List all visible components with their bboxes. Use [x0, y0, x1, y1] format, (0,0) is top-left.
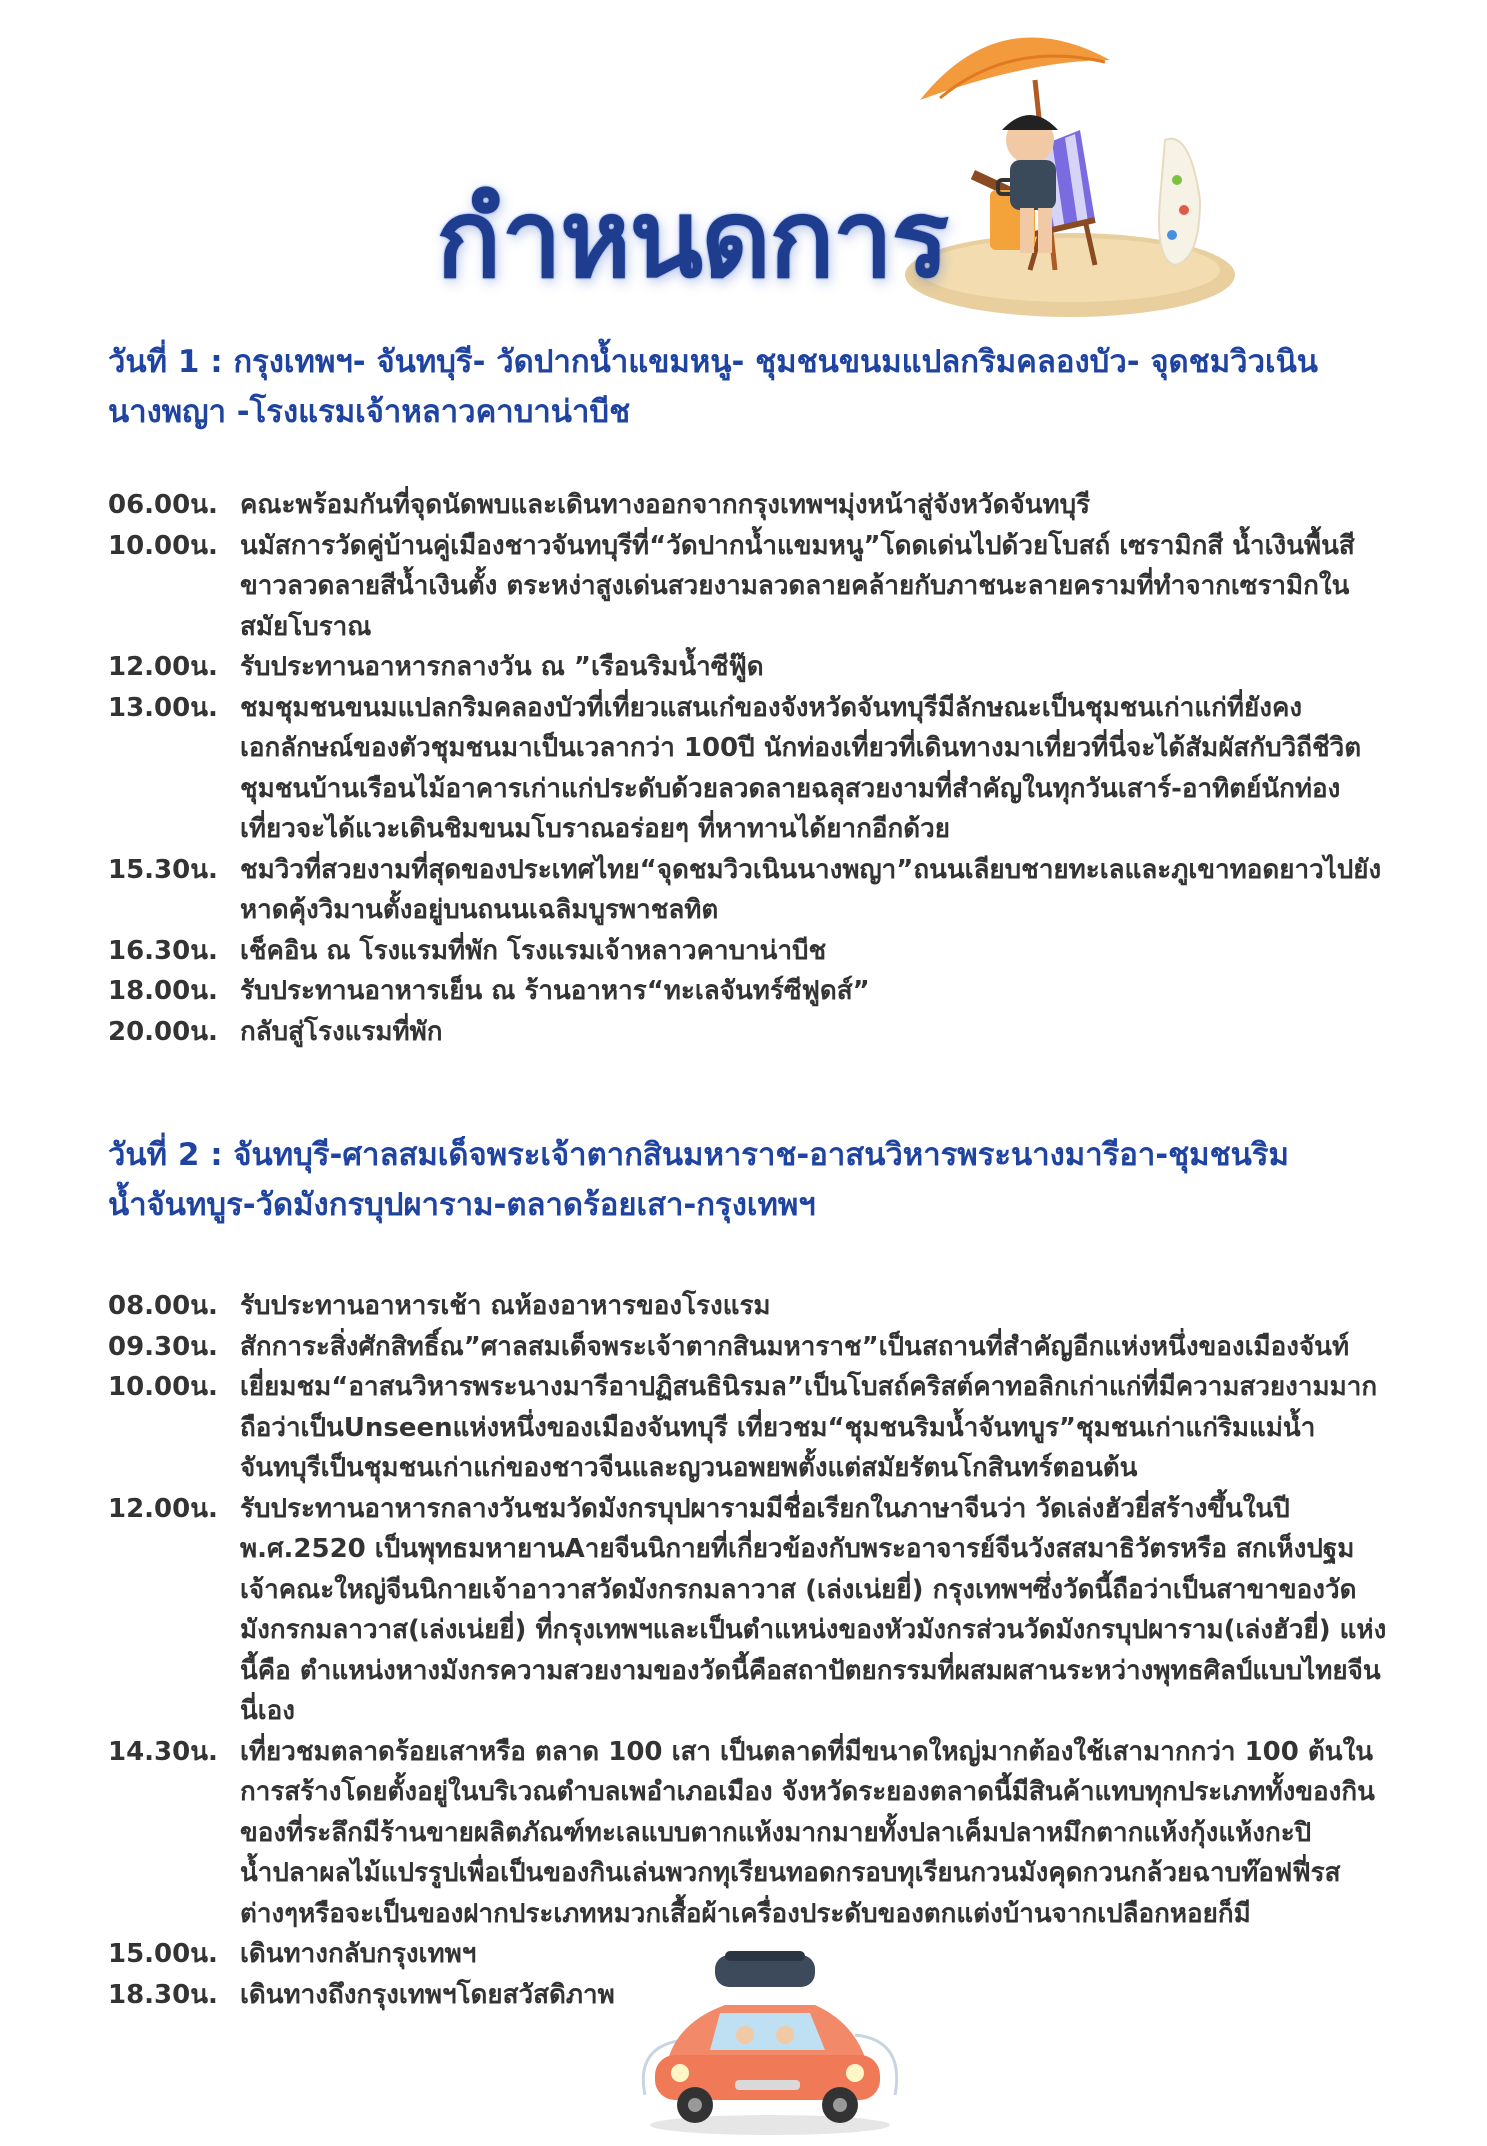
schedule-desc: ชมวิวที่สวยงามที่สุดของประเทศไทย“จุดชมวิวเนินนางพญา”ถนนเลียบชายทะเลและภูเขาทอดยาวไปยังหาดคุ้งวิมานตั้งอยู่บนถนนเฉลิมบูรพาชลทิต: [240, 854, 1382, 925]
schedule-time: 14.30น.: [108, 1736, 218, 1767]
schedule-time: 15.30น.: [108, 854, 218, 885]
schedule-time: 18.00น.: [108, 976, 218, 1006]
schedule-row: [108, 1732, 1398, 1935]
schedule-row: [108, 688, 1398, 850]
schedule-row: [108, 1286, 1398, 1327]
schedule-row: [108, 485, 1398, 526]
schedule-row: [108, 850, 1398, 931]
schedule-time: 09.30น.: [108, 1331, 218, 1362]
schedule-row: [108, 1327, 1398, 1368]
schedule-row: [108, 931, 1398, 972]
schedule-desc: เดินทางถึงกรุงเทพฯโดยสวัสดิภาพ: [240, 1979, 615, 2010]
schedule-row: [108, 1012, 1398, 1053]
schedule-desc: รับประทานอาหารกลางวัน ณ ”เรือนริมน้ำซีฟู๊ด: [240, 652, 764, 682]
schedule-time: 12.00น.: [108, 1493, 218, 1524]
schedule-time: 13.00น.: [108, 692, 218, 723]
schedule-desc: สักการะสิ่งศักสิทธิ์ณ”ศาลสมเด็จพระเจ้าตากสินมหาราช”เป็นสถานที่สำคัญอีกแห่งหนึ่งของเมืองจันท์: [240, 1331, 1350, 1362]
schedule-time: 06.00น.: [108, 490, 218, 520]
schedule-time: 08.00น.: [108, 1291, 218, 1321]
road-trip-car-illustration: [625, 1945, 915, 2140]
schedule-desc: เที่ยวชมตลาดร้อยเสาหรือ ตลาด 100 เสา เป็นตลาดที่มีขนาดใหญ่มากต้องใช้เสามากกว่า 100 ต้นในการสร้างโดยตั้งอยู่ในบริเวณตำบลเพอำเภอเมือง จังหวัดระยองตลาดนี้มีสินค้าแทบทุกประเภททั้งของกินของที่ระลึกมีร้านขายผลิตภัณฑ์ทะเลแบบตากแห้งมากมายทั้งปลาเค็มปลาหมึกตากแห้งกุ้งแห้งกะปิ น้ำปลาผลไม้แปรรูปเพื่อเป็นของกินเล่นพวกทุเรียนทอดกรอบทุเรียนกวนมังคุดกวนกล้วยฉาบท๊อฟฟี่รสต่างๆหรือจะเป็นของฝากประเภทหมวกเสื้อผ้าเครื่องประดับของตกแต่งบ้านจากเปลือกหอยก็มี: [240, 1736, 1375, 1929]
schedule-time: 16.30น.: [108, 935, 218, 966]
schedule-desc: รับประทานอาหารเย็น ณ ร้านอาหาร“ทะเลจันทร์ซีฟูดส์”: [240, 976, 870, 1006]
schedule-desc: รับประทานอาหารเช้า ณห้องอาหารของโรงแรม: [240, 1291, 771, 1321]
schedule-desc: กลับสู่โรงแรมที่พัก: [240, 1016, 443, 1047]
schedule-desc: นมัสการวัดคู่บ้านคู่เมืองชาวจันทบุรีที่“วัดปากน้ำแขมหนู”โดดเด่นไปด้วยโบสถ์ เซรามิกสี น้ำเงินพื้นสีขาวลวดลายสีน้ำเงินตั้ง ตระหง่าสูงเด่นสวยงามลวดลายคล้ายกับภาชนะลายครามที่ทำจากเซรามิกในสมัยโบราณ: [240, 530, 1355, 642]
page-title: กำหนดการ: [436, 177, 948, 302]
day1-schedule: [108, 485, 1398, 1052]
day1-heading: [108, 337, 1398, 437]
schedule-time: 18.30น.: [108, 1979, 218, 2010]
schedule-row: [108, 1489, 1398, 1732]
day2-heading: [108, 1130, 1398, 1230]
schedule-desc: คณะพร้อมกันที่จุดนัดพบและเดินทางออกจากกรุงเทพฯมุ่งหน้าสู่จังหวัดจันทบุรี: [240, 490, 1091, 520]
schedule-row: [108, 1367, 1398, 1489]
day2-heading-line1: วันที่ 2 : จันทบุรี-ศาลสมเด็จพระเจ้าตากสินมหาราช-อาสนวิหารพระนางมารีอา-ชุมชนริม: [108, 1137, 1289, 1173]
day1-heading-line1: วันที่ 1 : กรุงเทพฯ- จันทบุรี- วัดปากน้ำแขมหนู- ชุมชนขนมแปลกริมคลองบัว- จุดชมวิวเนิน: [108, 344, 1318, 380]
day2-schedule: [108, 1286, 1398, 2015]
schedule-time: 10.00น.: [108, 1372, 218, 1402]
schedule-desc: เดินทางกลับกรุงเทพฯ: [240, 1939, 477, 1969]
schedule-desc: ชมชุมชนขนมแปลกริมคลองบัวที่เที่ยวแสนเก๋ของจังหวัดจันทบุรีมีลักษณะเป็นชุมชนเก่าแก่ที่ยังคงเอกลักษณ์ของตัวชุมชนมาเป็นเวลากว่า 100ปี นักท่องเที่ยวที่เดินทางมาเที่ยวที่นี่จะได้สัมผัสกับวิถีชีวิตชุมชนบ้านเรือนไม้อาคารเก่าแก่ประดับด้วยลวดลายฉลุสวยงามที่สำคัญในทุกวันเสาร์-อาทิตย์นักท่องเที่ยวจะได้แวะเดินชิมขนมโบราณอร่อยๆ ที่หาทานได้ยากอีกด้วย: [240, 692, 1362, 844]
schedule-time: 10.00น.: [108, 530, 218, 561]
schedule-row: [108, 971, 1398, 1012]
schedule-desc: เช็คอิน ณ โรงแรมที่พัก โรงแรมเจ้าหลาวคาบาน่าบีช: [240, 935, 827, 966]
day1-heading-line2: นางพญา -โรงแรมเจ้าหลาวคาบาน่าบีช: [108, 394, 631, 430]
schedule-row: [108, 647, 1398, 688]
schedule-time: 12.00น.: [108, 652, 218, 682]
schedule-row: [108, 526, 1398, 648]
day2-heading-line2: น้ำจันทบูร-วัดมังกรบุปผาราม-ตลาดร้อยเสา-กรุงเทพฯ: [108, 1187, 816, 1223]
schedule-desc: รับประทานอาหารกลางวันชมวัดมังกรบุปผารามมีชื่อเรียกในภาษาจีนว่า วัดเล่งฮัวยี่สร้างขึ้นในปี พ.ศ.2520 เป็นพุทธมหายานAายจีนนิกายที่เกี่ยวข้องกับพระอาจารย์จีนวังสสมาธิวัตรหรือ สกเห็งปฐม เจ้าคณะใหญ่จีนนิกายเจ้าอาวาสวัดมังกรกมลาวาส (เล่งเน่ยยี่) กรุงเทพฯซึ่งวัดนี้ถือว่าเป็นสาขาของวัดมังกรกมลาวาส(เล่งเน่ยยี่) ที่กรุงเทพฯและเป็นตำแหน่งของหัวมังกรส่วนวัดมังกรบุปผาราม(เล่งฮัวยี่) แห่งนี้คือ ตำแหน่งหางมังกรความสวยงามของวัดนี้คือสถาปัตยกรรมที่ผสมผสานระหว่างพุทธศิลป์แบบไทยจีนนี่เอง: [240, 1493, 1387, 1726]
schedule-time: 20.00น.: [108, 1016, 218, 1047]
schedule-time: 15.00น.: [108, 1939, 218, 1969]
schedule-desc: เยี่ยมชม“อาสนวิหารพระนางมารีอาปฏิสนธินิรมล”เป็นโบสถ์คริสต์คาทอลิกเก่าแก่ที่มีความสวยงามมากถือว่าเป็นUnseenแห่งหนึ่งของเมืองจันทบุรี เที่ยวชม“ชุมชนริมน้ำจันทบูร”ชุมชนเก่าแก่ริมแม่น้ำจันทบุรีเป็นชุมชนเก่าแก่ของชาวจีนและญวนอพยพตั้งแต่สมัยรัตนโกสินทร์ตอนต้น: [240, 1372, 1378, 1483]
